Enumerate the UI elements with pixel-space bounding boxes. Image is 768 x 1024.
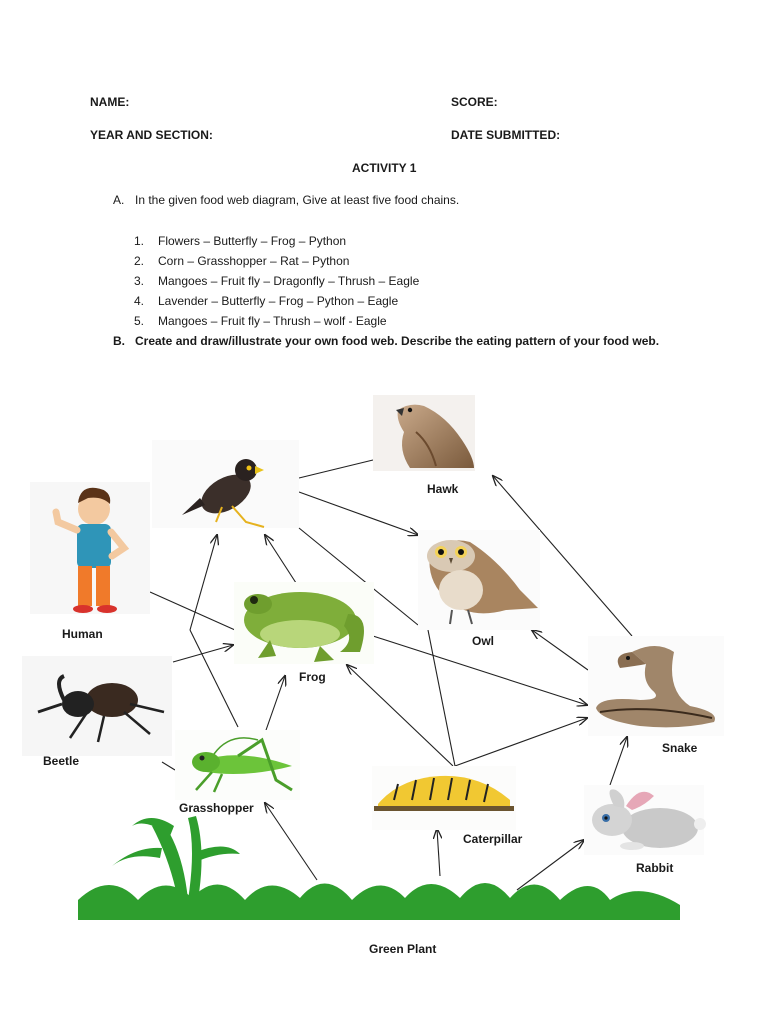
- arrow-plant-caterpillar: [437, 829, 440, 876]
- chain-number: 3.: [134, 274, 145, 288]
- label-caterpillar: Caterpillar: [463, 832, 523, 846]
- chain-number: 2.: [134, 254, 145, 268]
- chain-text: Lavender – Butterfly – Frog – Python – Eagle: [158, 294, 399, 308]
- chain-text: Mangoes – Fruit fly – Dragonfly – Thrush – Eagle: [158, 274, 420, 288]
- myna-bird-image: [152, 440, 299, 528]
- label-owl: Owl: [472, 634, 495, 648]
- beetle-image: [22, 656, 172, 756]
- label-rabbit: Rabbit: [636, 861, 674, 875]
- part-b-marker: B.: [113, 334, 125, 348]
- grasshopper-image: [175, 730, 300, 800]
- name-label: NAME:: [90, 95, 130, 109]
- human-image: [30, 482, 150, 614]
- arrow-plant-rabbit: [517, 840, 584, 890]
- arrow-frog-myna: [265, 535, 298, 586]
- rabbit-image: [584, 785, 706, 855]
- arrow-plant-grasshopper: [265, 803, 317, 880]
- label-frog: Frog: [299, 670, 326, 684]
- chain-text: Flowers – Butterfly – Frog – Python: [158, 234, 347, 248]
- arrow-rabbit-snake: [610, 737, 627, 785]
- label-beetle: Beetle: [43, 754, 80, 768]
- snake-image: [588, 636, 724, 736]
- part-a-prompt: In the given food web diagram, Give at least five food chains.: [135, 193, 460, 207]
- frog-image: [234, 582, 374, 664]
- part-b-prompt: Create and draw/illustrate your own food web. Describe the eating pattern of your food web.: [135, 334, 660, 348]
- label-green-plant: Green Plant: [369, 942, 437, 956]
- activity-title: ACTIVITY 1: [352, 161, 417, 175]
- owl-image: [418, 530, 540, 630]
- arrow-caterpillar-frog: [347, 665, 453, 766]
- arrow-grasshopper-frog: [265, 676, 285, 733]
- chain-number: 1.: [134, 234, 145, 248]
- chain-text: Corn – Grasshopper – Rat – Python: [158, 254, 350, 268]
- score-label: SCORE:: [451, 95, 498, 109]
- chain-number: 5.: [134, 314, 145, 328]
- arrow-human-frog-line: [150, 592, 235, 630]
- caterpillar-image: [372, 766, 516, 830]
- hawk-image: [373, 395, 475, 471]
- arrow-caterpillar-snake: [455, 718, 587, 766]
- arrow-line-grasshopper-up: [190, 630, 238, 727]
- arrow-beetle-frog: [173, 645, 233, 662]
- chain-text: Mangoes – Fruit fly – Thrush – wolf - Eagle: [158, 314, 387, 328]
- chain-number: 4.: [134, 294, 145, 308]
- label-hawk: Hawk: [427, 482, 459, 496]
- label-human: Human: [62, 627, 103, 641]
- arrow-myna-owl: [299, 492, 418, 535]
- arrow-snake-owl: [532, 630, 588, 670]
- arrow-beetle-stub: [162, 762, 175, 770]
- date-submitted-label: DATE SUBMITTED:: [451, 128, 561, 142]
- label-grasshopper: Grasshopper: [179, 801, 254, 815]
- arrow-myna-hawk: [299, 460, 373, 478]
- year-section-label: YEAR AND SECTION:: [90, 128, 213, 142]
- part-a-marker: A.: [113, 193, 125, 207]
- label-snake: Snake: [662, 741, 698, 755]
